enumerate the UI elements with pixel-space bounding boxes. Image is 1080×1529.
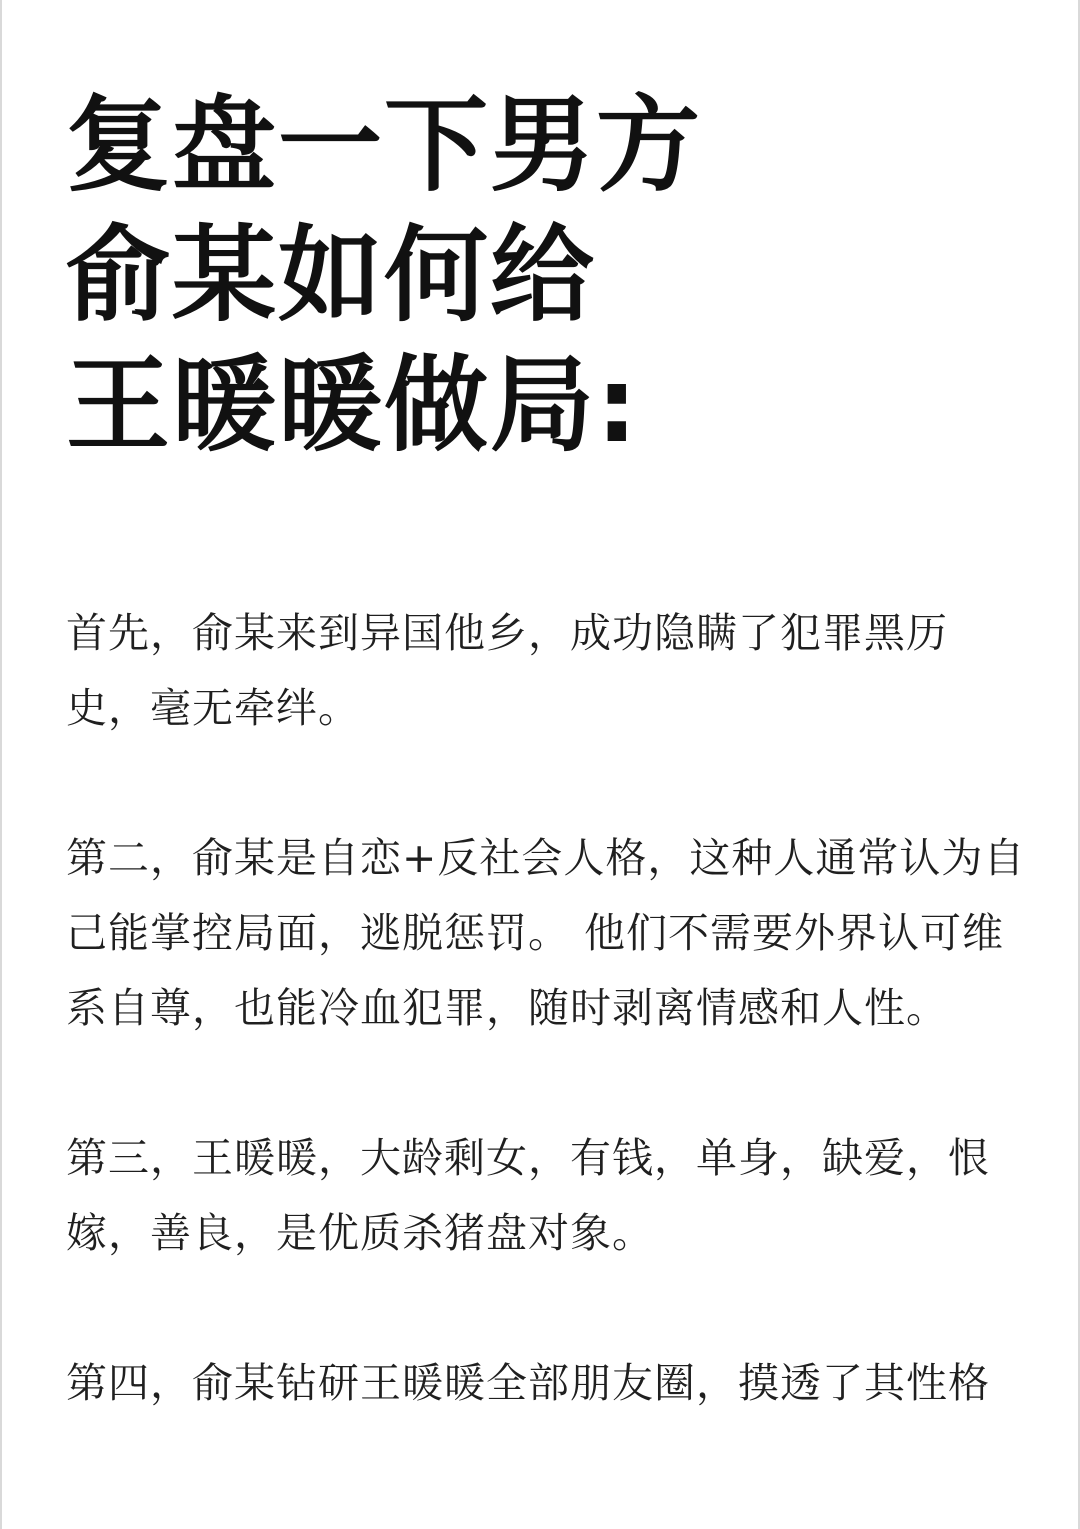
title-line-2: 俞某如何给 [66, 214, 597, 336]
title-line-1: 复盘一下男方 [66, 84, 703, 206]
article-body [66, 596, 1026, 1496]
paragraph-fourth: 第四，俞某钻研王暖暖全部朋友圈，摸透了其性格 [66, 1359, 990, 1407]
paragraph-first: 首先，俞某来到异国他乡，成功隐瞒了犯罪黑历史，毫无牵绊。 [66, 609, 948, 732]
paragraph-second: 第二，俞某是自恋+反社会人格，这种人通常认为自己能掌控局面，逃脱惩罚。 他们不需要外界认可维系自尊，也能冷血犯罪，随时剥离情感和人性。 [66, 834, 1026, 1032]
article-title [66, 80, 966, 470]
title-line-3: 王暖暖做局: [66, 344, 640, 466]
paragraph-third: 第三，王暖暖，大龄剩女，有钱，单身，缺爱，恨嫁，善良，是优质杀猪盘对象。 [66, 1134, 990, 1257]
